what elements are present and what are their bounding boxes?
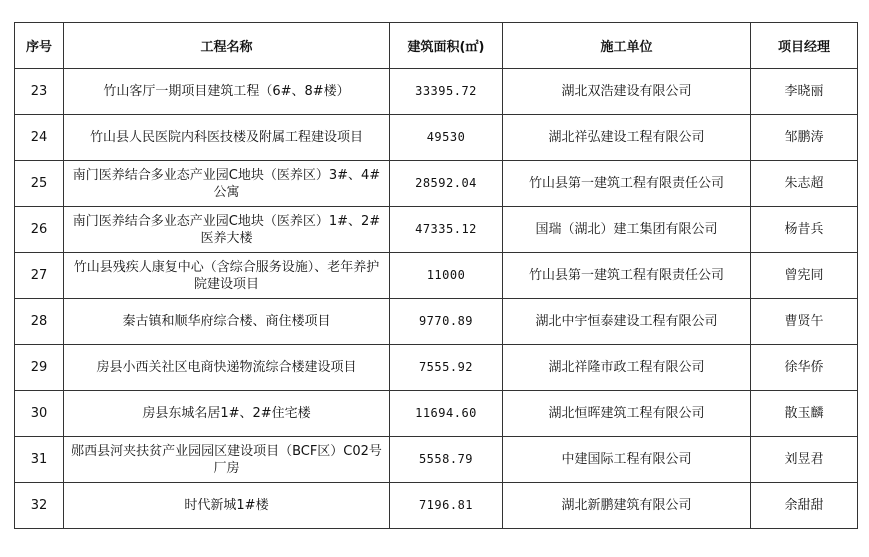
cell-company: 湖北祥隆市政工程有限公司 [503, 345, 751, 391]
cell-company: 湖北祥弘建设工程有限公司 [503, 115, 751, 161]
cell-manager: 曾宪同 [751, 253, 858, 299]
header-seq: 序号 [15, 23, 64, 69]
table-row [15, 207, 858, 253]
table-row [15, 345, 858, 391]
header-name: 工程名称 [64, 23, 390, 69]
cell-manager: 朱志超 [751, 161, 858, 207]
cell-company: 湖北恒晖建筑工程有限公司 [503, 391, 751, 437]
table-row [15, 391, 858, 437]
cell-area: 9770.89 [390, 299, 503, 345]
cell-company: 湖北双浩建设有限公司 [503, 69, 751, 115]
cell-area: 7196.81 [390, 483, 503, 529]
cell-seq: 30 [15, 391, 64, 437]
table-row [15, 483, 858, 529]
cell-seq: 25 [15, 161, 64, 207]
cell-project-name: 竹山县残疾人康复中心（含综合服务设施）、老年养护院建设项目 [64, 253, 390, 299]
cell-manager: 曹贤午 [751, 299, 858, 345]
cell-seq: 28 [15, 299, 64, 345]
cell-seq: 24 [15, 115, 64, 161]
cell-area: 49530 [390, 115, 503, 161]
header-row [15, 23, 858, 69]
cell-manager: 杨昔兵 [751, 207, 858, 253]
table-row [15, 161, 858, 207]
cell-seq: 26 [15, 207, 64, 253]
cell-project-name: 郧西县河夹扶贫产业园园区建设项目（BCF区）C02号厂房 [64, 437, 390, 483]
cell-manager: 刘昱君 [751, 437, 858, 483]
cell-project-name: 秦古镇和顺华府综合楼、商住楼项目 [64, 299, 390, 345]
cell-project-name: 时代新城1#楼 [64, 483, 390, 529]
cell-area: 11694.60 [390, 391, 503, 437]
cell-area: 33395.72 [390, 69, 503, 115]
header-area: 建筑面积(㎡) [390, 23, 503, 69]
cell-project-name: 南门医养结合多业态产业园C地块（医养区）3#、4#公寓 [64, 161, 390, 207]
cell-seq: 32 [15, 483, 64, 529]
cell-project-name: 南门医养结合多业态产业园C地块（医养区）1#、2#医养大楼 [64, 207, 390, 253]
cell-company: 竹山县第一建筑工程有限责任公司 [503, 253, 751, 299]
cell-company: 湖北中宇恒泰建设工程有限公司 [503, 299, 751, 345]
table-row [15, 299, 858, 345]
cell-area: 5558.79 [390, 437, 503, 483]
cell-area: 11000 [390, 253, 503, 299]
cell-seq: 29 [15, 345, 64, 391]
table-row [15, 69, 858, 115]
cell-project-name: 竹山客厅一期项目建筑工程（6#、8#楼） [64, 69, 390, 115]
header-company: 施工单位 [503, 23, 751, 69]
cell-company: 竹山县第一建筑工程有限责任公司 [503, 161, 751, 207]
table-row [15, 253, 858, 299]
cell-manager: 徐华侨 [751, 345, 858, 391]
project-table [14, 22, 858, 529]
cell-manager: 散玉麟 [751, 391, 858, 437]
cell-project-name: 竹山县人民医院内科医技楼及附属工程建设项目 [64, 115, 390, 161]
cell-area: 28592.04 [390, 161, 503, 207]
cell-project-name: 房县小西关社区电商快递物流综合楼建设项目 [64, 345, 390, 391]
cell-area: 7555.92 [390, 345, 503, 391]
cell-project-name: 房县东城名居1#、2#住宅楼 [64, 391, 390, 437]
cell-seq: 31 [15, 437, 64, 483]
header-manager: 项目经理 [751, 23, 858, 69]
cell-area: 47335.12 [390, 207, 503, 253]
table-row [15, 437, 858, 483]
cell-company: 湖北新鹏建筑有限公司 [503, 483, 751, 529]
cell-manager: 余甜甜 [751, 483, 858, 529]
cell-company: 国瑞（湖北）建工集团有限公司 [503, 207, 751, 253]
cell-manager: 李晓丽 [751, 69, 858, 115]
cell-seq: 23 [15, 69, 64, 115]
cell-company: 中建国际工程有限公司 [503, 437, 751, 483]
cell-manager: 邹鹏涛 [751, 115, 858, 161]
table-row [15, 115, 858, 161]
cell-seq: 27 [15, 253, 64, 299]
